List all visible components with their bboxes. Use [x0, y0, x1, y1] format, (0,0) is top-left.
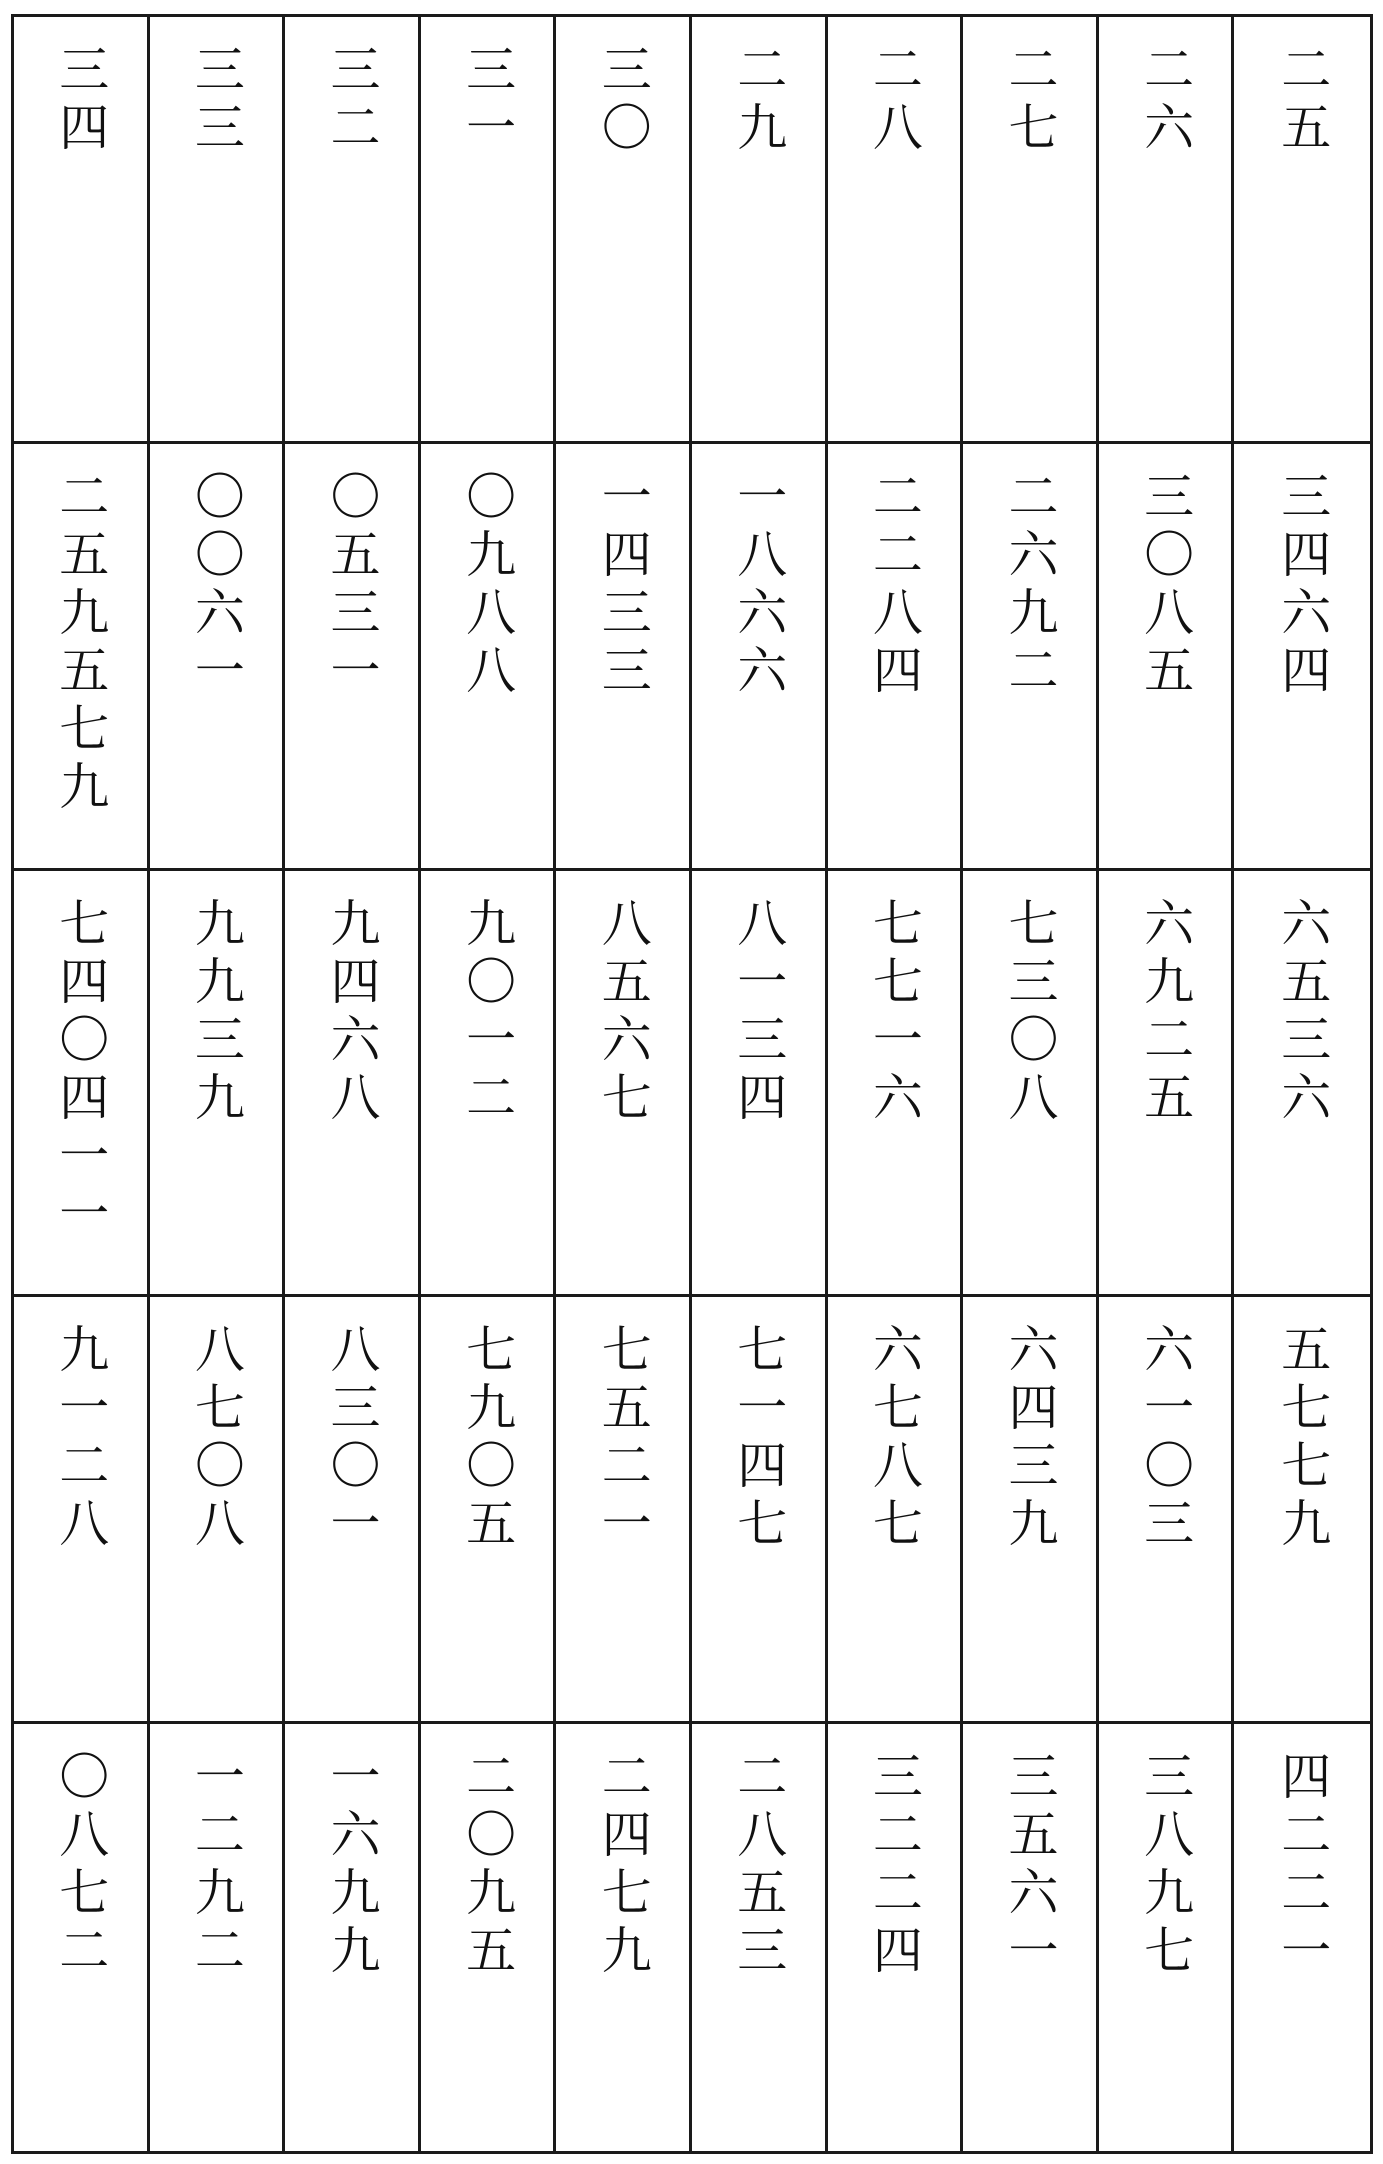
table-cell — [692, 444, 828, 871]
cell-text: 二五九五七九 — [51, 469, 110, 818]
cell-text: 八三〇一 — [322, 1323, 381, 1556]
cell-text: 二四七九 — [593, 1750, 652, 1983]
table-cell — [963, 871, 1099, 1298]
cell-text: 九〇一二 — [458, 896, 517, 1129]
table-cell — [556, 17, 692, 444]
table-cell — [421, 871, 557, 1298]
cell-text: 三八九七 — [1136, 1750, 1195, 1983]
cell-text: 二八 — [864, 43, 923, 159]
table-cell — [692, 17, 828, 444]
table-cell — [828, 17, 964, 444]
cell-text: 〇九八八 — [458, 469, 517, 702]
table-cell — [14, 444, 150, 871]
table-cell — [963, 444, 1099, 871]
table-cell — [1099, 1724, 1235, 2151]
cell-text: 九九三九 — [186, 896, 245, 1129]
table-cell — [14, 1724, 150, 2151]
cell-text: 六九二五 — [1136, 896, 1195, 1129]
cell-text: 二〇九五 — [458, 1750, 517, 1983]
table-cell — [421, 17, 557, 444]
table-cell — [963, 1297, 1099, 1724]
table-cell — [1234, 1297, 1370, 1724]
cell-text: 八五六七 — [593, 896, 652, 1129]
cell-text: 七九〇五 — [458, 1323, 517, 1556]
table-cell — [963, 17, 1099, 444]
cell-text: 六一〇三 — [1136, 1323, 1195, 1556]
cell-text: 二六 — [1136, 43, 1195, 159]
cell-text: 三二二四 — [864, 1750, 923, 1983]
table-cell — [14, 17, 150, 444]
cell-text: 〇〇六一 — [186, 469, 245, 702]
cell-text: 七七一六 — [864, 896, 923, 1129]
cell-text: 一四三三 — [593, 469, 652, 702]
table-cell — [285, 444, 421, 871]
cell-text: 七三〇八 — [1000, 896, 1059, 1129]
cell-text: 二九 — [729, 43, 788, 159]
table-cell — [285, 1724, 421, 2151]
cell-text: 九一二八 — [51, 1323, 110, 1556]
table-cell — [150, 444, 286, 871]
table-cell — [14, 1297, 150, 1724]
numeral-table — [11, 14, 1373, 2154]
table-cell — [692, 1724, 828, 2151]
cell-text: 六七八七 — [864, 1323, 923, 1556]
cell-text: 一八六六 — [729, 469, 788, 702]
table-cell — [1234, 871, 1370, 1298]
table-cell — [1099, 17, 1235, 444]
cell-text: 三三 — [186, 43, 245, 159]
cell-text: 〇八七二 — [51, 1750, 110, 1983]
table-cell — [692, 1297, 828, 1724]
table-cell — [421, 1724, 557, 2151]
table-cell — [556, 1724, 692, 2151]
cell-text: 二七 — [1000, 43, 1059, 159]
cell-text: 七一四七 — [729, 1323, 788, 1556]
table-cell — [421, 444, 557, 871]
cell-text: 一六九九 — [322, 1750, 381, 1983]
table-cell — [285, 17, 421, 444]
cell-text: 二六九二 — [1000, 469, 1059, 702]
cell-text: 三四六四 — [1273, 469, 1332, 702]
table-cell — [963, 1724, 1099, 2151]
table-cell — [1234, 1724, 1370, 2151]
table-cell — [1234, 444, 1370, 871]
table-cell — [828, 1724, 964, 2151]
cell-text: 五七七九 — [1273, 1323, 1332, 1556]
table-cell — [285, 1297, 421, 1724]
cell-text: 三〇 — [593, 43, 652, 159]
table-cell — [150, 17, 286, 444]
cell-text: 〇五三一 — [322, 469, 381, 702]
cell-text: 六四三九 — [1000, 1323, 1059, 1556]
cell-text: 七四〇四一一 — [51, 896, 110, 1245]
table-cell — [1099, 444, 1235, 871]
cell-text: 二八五三 — [729, 1750, 788, 1983]
cell-text: 三二 — [322, 43, 381, 159]
table-cell — [556, 1297, 692, 1724]
cell-text: 七五二一 — [593, 1323, 652, 1556]
table-cell — [285, 871, 421, 1298]
cell-text: 九四六八 — [322, 896, 381, 1129]
table-cell — [828, 871, 964, 1298]
table-cell — [556, 444, 692, 871]
table-cell — [556, 871, 692, 1298]
cell-text: 二二八四 — [864, 469, 923, 702]
cell-text: 六五三六 — [1273, 896, 1332, 1129]
table-cell — [150, 1297, 286, 1724]
cell-text: 三〇八五 — [1136, 469, 1195, 702]
table-cell — [1099, 871, 1235, 1298]
table-cell — [692, 871, 828, 1298]
table-cell — [1099, 1297, 1235, 1724]
table-cell — [828, 444, 964, 871]
table-cell — [14, 871, 150, 1298]
table-cell — [150, 871, 286, 1298]
cell-text: 三四 — [51, 43, 110, 159]
cell-text: 二五 — [1273, 43, 1332, 159]
cell-text: 四二二一 — [1273, 1750, 1332, 1983]
cell-text: 三一 — [458, 43, 517, 159]
cell-text: 三五六一 — [1000, 1750, 1059, 1983]
cell-text: 八一三四 — [729, 896, 788, 1129]
table-cell — [1234, 17, 1370, 444]
cell-text: 一二九二 — [186, 1750, 245, 1983]
cell-text: 八七〇八 — [186, 1323, 245, 1556]
table-cell — [828, 1297, 964, 1724]
table-cell — [150, 1724, 286, 2151]
table-cell — [421, 1297, 557, 1724]
